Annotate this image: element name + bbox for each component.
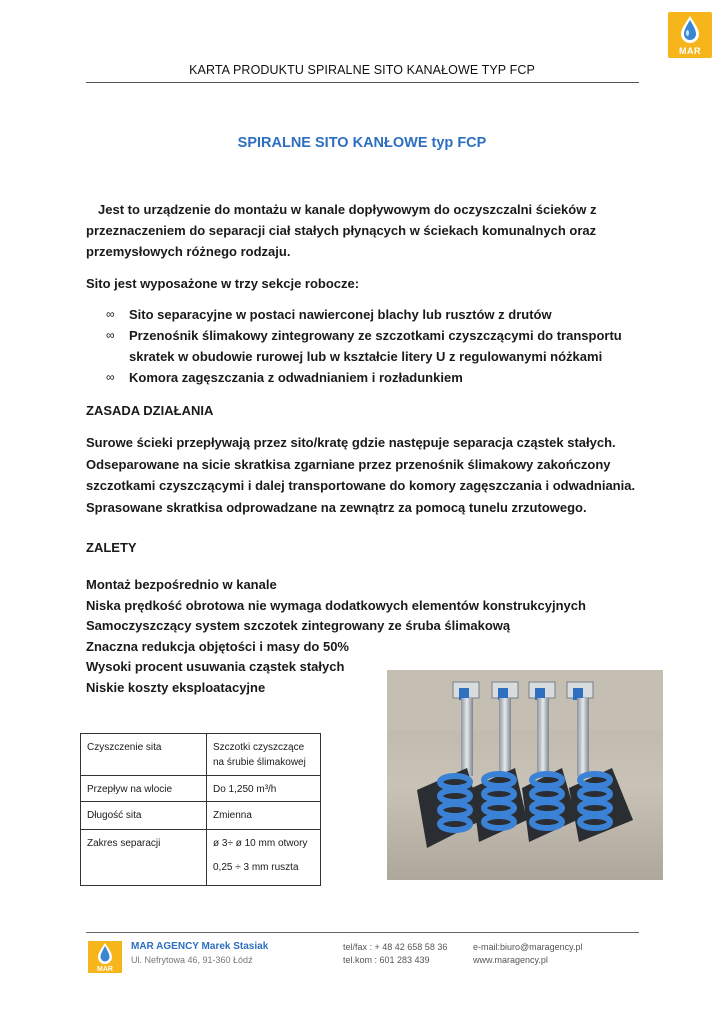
company-logo: [668, 12, 712, 58]
sections-list: [106, 304, 626, 388]
page-header-title: KARTA PRODUKTU SPIRALNE SITO KANAŁOWE TYP FCP: [189, 63, 535, 77]
infinity-bullet-icon: ∞: [106, 307, 115, 321]
document-title: SPIRALNE SITO KANŁOWE typ FCP: [237, 135, 487, 151]
list-item: Samoczyszczący system szczotek zintegrowany ze śruba ślimakową: [86, 618, 511, 633]
advantages-heading: ZALETY: [86, 540, 137, 555]
logo-text: MAR: [679, 46, 701, 56]
list-item: Niska prędkość obrotowa nie wymaga dodatkowych elementów konstrukcyjnych: [86, 597, 586, 613]
water-drop-icon: [668, 12, 712, 48]
spec-label: Czyszczenie sita: [81, 734, 207, 776]
sections-intro: Sito jest wyposażone w trzy sekcje robocze:: [86, 276, 360, 291]
footer-tel-fax: tel/fax : + 48 42 658 58 36: [343, 942, 448, 952]
infinity-bullet-icon: ∞: [106, 328, 115, 342]
footer-email-link[interactable]: e-mail:biuro@maragency.pl: [473, 942, 583, 952]
spec-value: ø 3÷ ø 10 mm otwory 0,25 ÷ 3 mm ruszta: [207, 830, 321, 886]
water-drop-icon: [88, 941, 122, 967]
footer-address: Ul. Nefrytowa 46, 91-360 Łódź: [131, 955, 253, 965]
product-photo: [387, 670, 663, 880]
table-row: [81, 802, 321, 830]
spec-value: Szczotki czyszczące na śrubie ślimakowej: [207, 734, 321, 776]
footer-tel-mobile: tel.kom : 601 283 439: [343, 955, 430, 965]
list-item: Wysoki procent usuwania cząstek stałych: [86, 659, 345, 674]
spec-value: Do 1,250 m³/h: [207, 776, 321, 802]
spec-table: [80, 733, 321, 886]
intro-paragraph: [86, 199, 606, 262]
list-item: ∞ Komora zagęszczania z odwadnianiem i rozładunkiem: [106, 367, 626, 388]
spec-label: Przepływ na wlocie: [81, 776, 207, 802]
list-item: ∞ Przenośnik ślimakowy zintegrowany ze szczotkami czyszczącymi do transportu skratek w obudowie rurowej lub w kształcie litery U z regulowanymi nóżkami: [106, 325, 626, 367]
list-item: Niskie koszty eksploatacyjne: [86, 679, 266, 695]
footer-logo: [88, 941, 122, 973]
footer-divider: [86, 932, 639, 933]
list-item: Montaż bezpośrednio w kanale: [86, 577, 277, 592]
principle-heading: ZASADA DZIAŁANIA: [86, 403, 214, 418]
spec-label: Długość sita: [81, 802, 207, 830]
footer-company: MAR AGENCY Marek Stasiak: [131, 941, 269, 952]
spec-label: Zakres separacji: [81, 830, 207, 886]
spec-value: Zmienna: [207, 802, 321, 830]
header-divider: [86, 82, 639, 83]
list-item: Znaczna redukcja objętości i masy do 50%: [86, 638, 349, 654]
list-item: ∞ Sito separacyjne w postaci nawierconej blachy lub rusztów z drutów: [106, 304, 626, 325]
table-row: [81, 734, 321, 776]
table-row: [81, 776, 321, 802]
table-row: [81, 830, 321, 886]
principle-text: Surowe ścieki przepływają przez sito/kratę gdzie następuje separacja cząstek stałych. Odseparowane na sicie skratkisa zgarniane przez przenośnik ślimakowy zakończony szczotkami czyszczącymi i dalej transportowane do komory zagęszczania i odwadniania. Sprasowane skratkisa odprowadzane na zewnątrz za pomocą tunelu zrzutowego.: [86, 435, 636, 515]
infinity-bullet-icon: ∞: [106, 370, 115, 384]
footer-logo-text: MAR: [97, 966, 113, 973]
footer-website-link[interactable]: www.maragency.pl: [473, 955, 548, 965]
intro-text: Jest to urządzenie do montażu w kanale dopływowym do oczyszczalni ścieków z przeznaczeniem do separacji ciał stałych płynących w ściekach komunalnych oraz przemysłowych różnego rodzaju.: [86, 202, 597, 259]
